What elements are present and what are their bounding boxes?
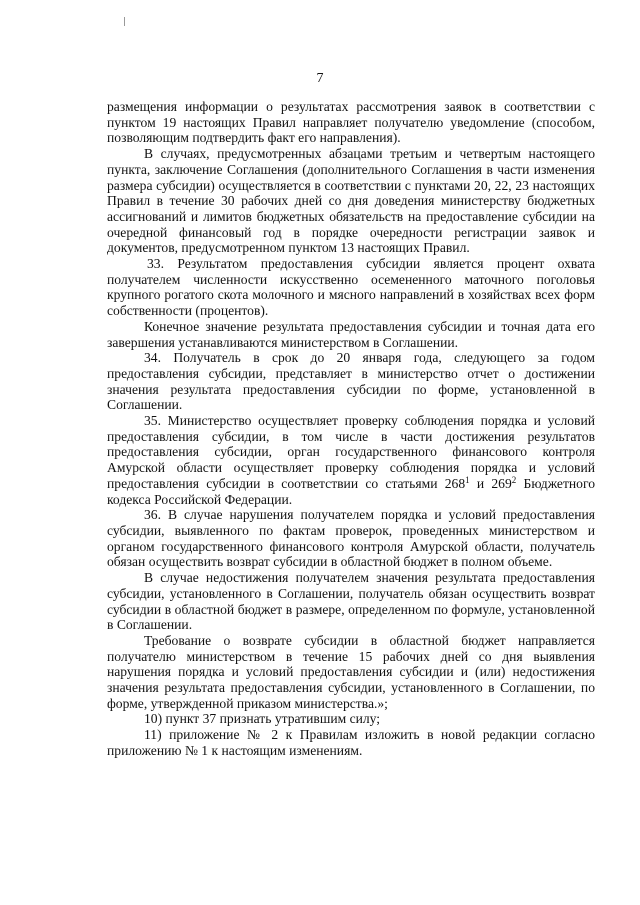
scan-mark [124,17,125,26]
paragraph-36-refund-demand: Требование о возврате субсидии в областной бюджет направляется получателю министерством в течение 15 рабочих дней со дня выявления нарушения порядка и условий предоставления субсидии и (или) недостижения значения результата предоставления субсидии, установленного в Соглашении, по форме, утвержденной приказом министерства.»; [107,632,595,711]
page-number: 7 [316,71,324,86]
paragraph-35-text-b: и 269 [469,475,512,491]
item-10: 10) пункт 37 признать утратившим силу; [144,711,381,727]
paragraph-35-text-c: Бюджетного кодекса Российской Федерации. [107,475,595,507]
paragraph-34: 34. Получатель в срок до 20 января года, следующего за годом предоставления субсидии, представляет в министерство отчет о достижении значения результата предоставления субсидии по форме, установленной в Соглашении. [107,350,595,413]
item-11: 11) приложение № 2 к Правилам изложить в новой редакции согласно приложению № 1 к настоящим изменениям. [107,727,595,758]
superscript-2: 2 [511,474,517,485]
paragraph-2: В случаях, предусмотренных абзацами третьим и четвертым настоящего пункта, заключение Соглашения (дополнительного Соглашения в части изменения размера субсидии) осуществляется в соответствии с пунктами 20, 22, 23 настоящих Правил в течение 30 рабочих дней со дня доведения министерству бюджетных ассигнований и лимитов бюджетных обязательств на предоставление субсидии на очередной финансовый год в порядке очередности регистрации заявок и документов, предусмотренном пунктом 13 настоящих Правил. [107,146,595,256]
document-body [107,99,595,759]
superscript-1: 1 [465,474,470,485]
paragraph-1: размещения информации о результатах рассмотрения заявок в соответствии с пунктом 19 настоящих Правил направляет получателю уведомление (способом, позволяющим подтвердить факт его направления). [107,99,595,146]
paragraph-33-final-value: Конечное значение результата предоставления субсидии и точная дата его завершения устанавливаются министерством в Соглашении. [107,318,595,350]
paragraph-36: 36. В случае нарушения получателем порядка и условий предоставления субсидии, выявленного по фактам проверок, проведенных министерством и органом государственного финансового контроля Амурской области, получатель обязан осуществить возврат субсидии в областной бюджет в полном объеме. [107,507,595,570]
paragraph-33: 33. Результатом предоставления субсидии является процент охвата получателем численности искусственно осемененного маточного поголовья крупного рогатого скота молочного и мясного направлений в хозяйствах всех форм собственности (процентов). [107,256,595,319]
paragraph-35 [107,413,595,507]
paragraph-35-text-a: 35. Министерство осуществляет проверку соблюдения порядка и условий предоставления субсидии, в том числе в части достижения результатов предоставления субсидии, орган государственного финансового контроля Амурской области осуществляет проверку соблюдения порядка и условий предоставления субсидии в соответствии со статьями 268 [107,413,595,491]
paragraph-36-non-achievement: В случае недостижения получателем значения результата предоставления субсидии, установленного в Соглашении, получатель обязан осуществить возврат субсидии в областной бюджет в размере, определенном по формуле, установленной в Соглашении. [107,570,595,633]
